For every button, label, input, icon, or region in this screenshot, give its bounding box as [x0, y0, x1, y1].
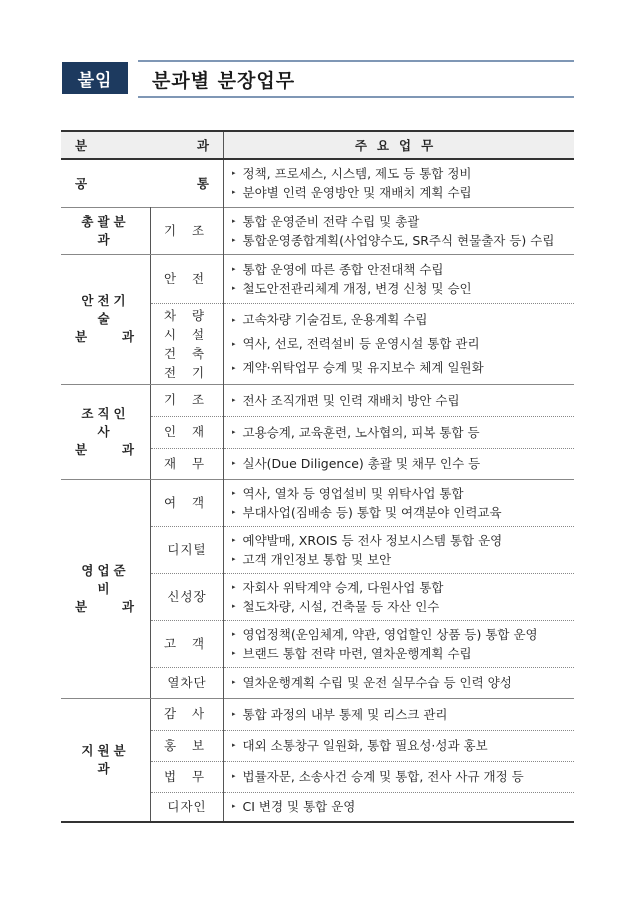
task-text: 분야별 인력 운영방안 및 재배치 계획 수립	[242, 185, 472, 201]
bullet-icon: ▸	[232, 339, 236, 348]
task-item	[232, 797, 574, 816]
task-item	[232, 332, 574, 356]
task-text: 철도안전관리체계 개정, 변경 신청 및 승인	[242, 280, 472, 296]
bullet-icon: ▸	[232, 283, 236, 292]
bullet-icon: ▸	[232, 264, 236, 273]
bullet-icon: ▸	[232, 395, 236, 404]
task-item	[232, 164, 574, 183]
table-row	[61, 698, 574, 730]
task-text: 부대사업(짐배송 등) 통합 및 여객분야 인력교육	[242, 504, 502, 520]
task-cell	[224, 573, 575, 620]
task-text: 통합 운영준비 전략 수립 및 총괄	[242, 213, 420, 229]
task-cell	[224, 479, 575, 526]
task-item	[232, 423, 574, 442]
task-cell	[224, 416, 575, 448]
page-title: 분과별 분장업무	[152, 69, 296, 92]
team-name: 기 조	[151, 207, 224, 254]
task-cell	[224, 730, 575, 761]
team-name: 홍 보	[151, 730, 224, 761]
table-header-row	[61, 131, 574, 159]
task-cell	[224, 384, 575, 416]
task-text: 철도차량, 시설, 건축물 등 자산 인수	[242, 598, 440, 614]
task-cell	[224, 620, 575, 667]
division-common: 공 통	[75, 176, 209, 192]
table-row	[61, 207, 574, 254]
task-text: 계약·위탁업무 승계 및 유지보수 체계 일원화	[242, 359, 484, 375]
task-cell	[224, 698, 575, 730]
bullet-icon: ▸	[232, 648, 236, 657]
task-text: 영업정책(운임체계, 약관, 영업할인 상품 등) 통합 운영	[242, 626, 538, 642]
page-title-block	[62, 62, 574, 96]
task-item	[232, 597, 574, 616]
bullet-icon: ▸	[232, 315, 236, 324]
bullet-icon: ▸	[232, 507, 236, 516]
task-cell	[224, 526, 575, 573]
task-text: 역사, 선로, 전력설비 등 운영시설 통합 관리	[242, 335, 480, 351]
task-text: 통합 운영에 따른 종합 안전대책 수립	[242, 261, 444, 277]
division-name: 총괄분과	[61, 207, 151, 254]
task-text: 정책, 프로세스, 시스템, 제도 등 통합 정비	[242, 166, 472, 182]
table-row-common	[61, 159, 574, 207]
task-text: 고용승계, 교육훈련, 노사협의, 피복 통합 등	[242, 424, 480, 440]
bullet-icon: ▸	[232, 582, 236, 591]
team-name: 디지털	[151, 526, 224, 573]
division-name: 조직인사 분 과	[61, 384, 151, 479]
table-row	[61, 384, 574, 416]
division-name: 지원분과	[61, 698, 151, 822]
task-item	[232, 503, 574, 522]
team-name: 기 조	[151, 384, 224, 416]
task-item	[232, 578, 574, 597]
task-text: 고객 개인정보 통합 및 보안	[242, 551, 392, 567]
title-box	[138, 60, 574, 98]
bullet-icon: ▸	[232, 488, 236, 497]
bullet-icon: ▸	[232, 629, 236, 638]
team-name: 인 재	[151, 416, 224, 448]
team-name: 열차단	[151, 667, 224, 698]
task-cell	[224, 667, 575, 698]
task-item	[232, 356, 574, 380]
team-name: 안 전	[151, 254, 224, 303]
task-item	[232, 484, 574, 503]
task-text: 고속차량 기술검토, 운용계획 수립	[242, 311, 428, 327]
task-item	[232, 212, 574, 231]
task-item	[232, 391, 574, 410]
task-text: 대외 소통창구 일원화, 통합 필요성·성과 홍보	[242, 738, 488, 753]
team-name: 감 사	[151, 698, 224, 730]
task-item	[232, 531, 574, 550]
task-item	[232, 260, 574, 279]
task-text: 법률자문, 소송사건 승계 및 통합, 전사 사규 개정 등	[242, 769, 524, 784]
bullet-icon: ▸	[232, 741, 236, 749]
team-name: 차 량 시 설 건 축 전 기	[151, 303, 224, 384]
task-item	[232, 625, 574, 644]
task-text: 통합운영종합계획(사업양수도, SR주식 현물출자 등) 수립	[242, 232, 555, 248]
task-item	[232, 673, 574, 692]
header-division: 분 과	[75, 138, 209, 153]
bullet-icon: ▸	[232, 216, 236, 225]
task-text: 브랜드 통합 전략 마련, 열차운행계획 수립	[242, 645, 472, 661]
task-cell	[224, 448, 575, 479]
table-row	[61, 479, 574, 526]
task-text: 예약발매, XROIS 등 전사 정보시스템 통합 운영	[242, 532, 503, 548]
task-item	[232, 231, 574, 250]
team-name: 신성장	[151, 573, 224, 620]
bullet-icon: ▸	[232, 427, 236, 436]
bullet-icon: ▸	[232, 772, 236, 780]
task-text: 자회사 위탁계약 승계, 다원사업 통합	[242, 579, 444, 595]
task-text: 전사 조직개편 및 인력 재배치 방안 수립	[242, 392, 460, 408]
task-item	[232, 550, 574, 569]
header-tasks: 주요업무	[224, 131, 575, 159]
task-cell	[224, 254, 575, 303]
task-cell	[224, 792, 575, 822]
task-cell	[224, 303, 575, 384]
division-name: 안전기술 분 과	[61, 254, 151, 384]
bullet-icon: ▸	[232, 235, 236, 244]
task-item	[232, 279, 574, 298]
team-name: 여 객	[151, 479, 224, 526]
bullet-icon: ▸	[232, 554, 236, 563]
task-item	[232, 644, 574, 663]
task-item	[232, 736, 574, 755]
task-item	[232, 183, 574, 202]
bullet-icon: ▸	[232, 601, 236, 610]
bullet-icon: ▸	[232, 169, 236, 178]
team-name: 법 무	[151, 761, 224, 792]
task-item	[232, 454, 574, 473]
task-text: 통합 과정의 내부 통제 및 리스크 관리	[242, 706, 448, 722]
bullet-icon: ▸	[232, 802, 236, 811]
bullet-icon: ▸	[232, 709, 236, 718]
team-name: 디자인	[151, 792, 224, 822]
task-cell	[224, 159, 575, 207]
task-item	[232, 308, 574, 332]
task-text: CI 변경 및 통합 운영	[242, 799, 356, 815]
task-cell	[224, 761, 575, 792]
division-task-table	[61, 130, 574, 823]
attachment-badge: 붙임	[62, 62, 128, 94]
bullet-icon: ▸	[232, 188, 236, 197]
task-item	[232, 705, 574, 724]
task-text: 역사, 열차 등 영업설비 및 위탁사업 통합	[242, 485, 464, 501]
task-text: 실사(Due Diligence) 총괄 및 채무 인수 등	[242, 456, 481, 471]
bullet-icon: ▸	[232, 678, 236, 686]
bullet-icon: ▸	[232, 535, 236, 544]
team-name: 재 무	[151, 448, 224, 479]
bullet-icon: ▸	[232, 459, 236, 467]
task-text: 열차운행계획 수립 및 운전 실무수습 등 인력 양성	[242, 675, 512, 690]
bullet-icon: ▸	[232, 363, 236, 372]
task-item	[232, 767, 574, 786]
table-row	[61, 254, 574, 303]
team-name: 고 객	[151, 620, 224, 667]
task-cell	[224, 207, 575, 254]
division-name: 영업준비 분 과	[61, 479, 151, 698]
